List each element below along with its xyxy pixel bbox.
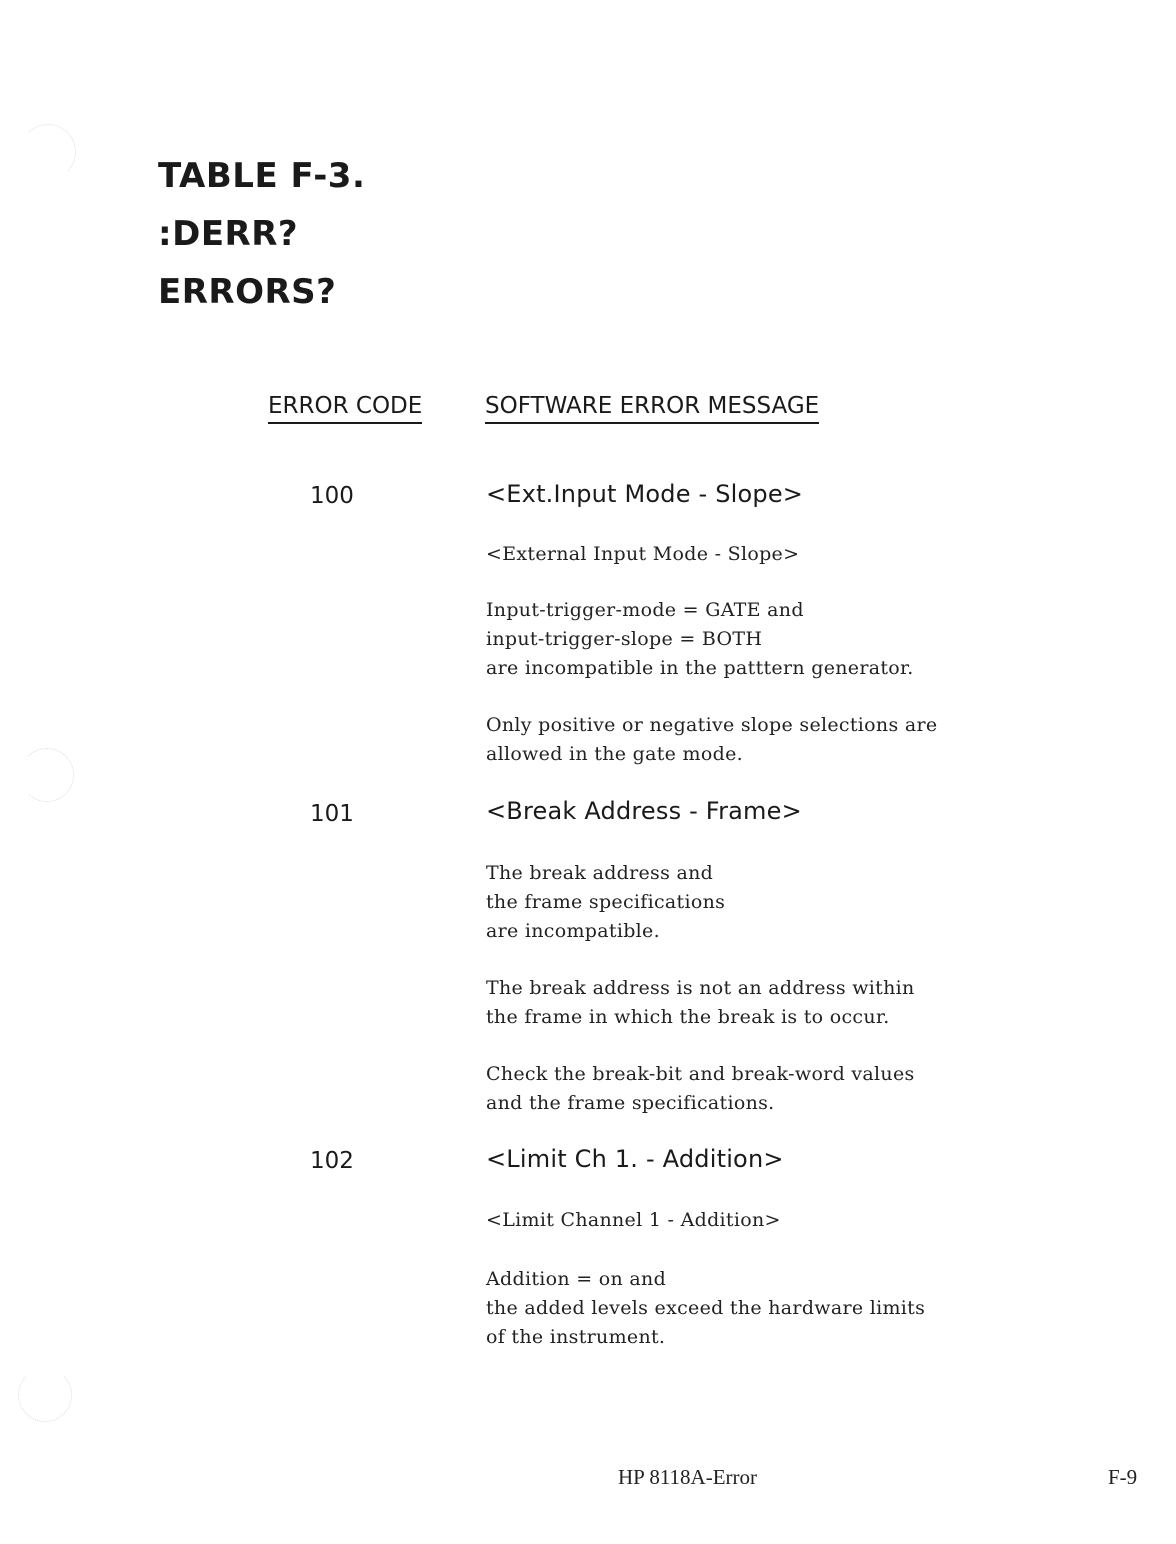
error-description-paragraph: The break address is not an address within the frame in which the break is to occur. [486, 977, 915, 1028]
punch-hole-mark [20, 748, 74, 802]
punch-hole-mark [20, 124, 76, 180]
error-code: 101 [310, 801, 354, 827]
error-description-paragraph: <Limit Channel 1 - Addition> [486, 1209, 781, 1231]
footer-document-title: HP 8118A-Error [618, 1465, 758, 1489]
punch-hole-mark [18, 1368, 72, 1422]
error-message-title: <Limit Ch 1. - Addition> [486, 1145, 784, 1173]
error-description-paragraph: Only positive or negative slope selections are allowed in the gate mode. [486, 714, 938, 765]
page-number: F-9 [1108, 1465, 1138, 1489]
table-subtitle-command: :DERR? [158, 214, 299, 254]
error-description-paragraph: The break address and the frame specifications are incompatible. [486, 862, 726, 942]
error-message-title: <Break Address - Frame> [486, 797, 802, 825]
table-subtitle-errors: ERRORS? [158, 272, 337, 312]
column-header-error-code: ERROR CODE [268, 392, 422, 424]
error-description-paragraph: <External Input Mode - Slope> [486, 543, 800, 565]
error-message-title: <Ext.Input Mode - Slope> [486, 480, 804, 508]
error-description-paragraph: Input-trigger-mode = GATE and input-trigger-slope = BOTH are incompatible in the patttern generator. [486, 599, 914, 679]
table-title: TABLE F-3. [158, 156, 366, 196]
column-header-error-message: SOFTWARE ERROR MESSAGE [485, 392, 819, 424]
error-code: 102 [310, 1148, 354, 1174]
error-code: 100 [310, 483, 354, 509]
error-description-paragraph: Addition = on and the added levels exceed the hardware limits of the instrument. [486, 1268, 926, 1348]
error-description-paragraph: Check the break-bit and break-word values and the frame specifications. [486, 1063, 915, 1114]
